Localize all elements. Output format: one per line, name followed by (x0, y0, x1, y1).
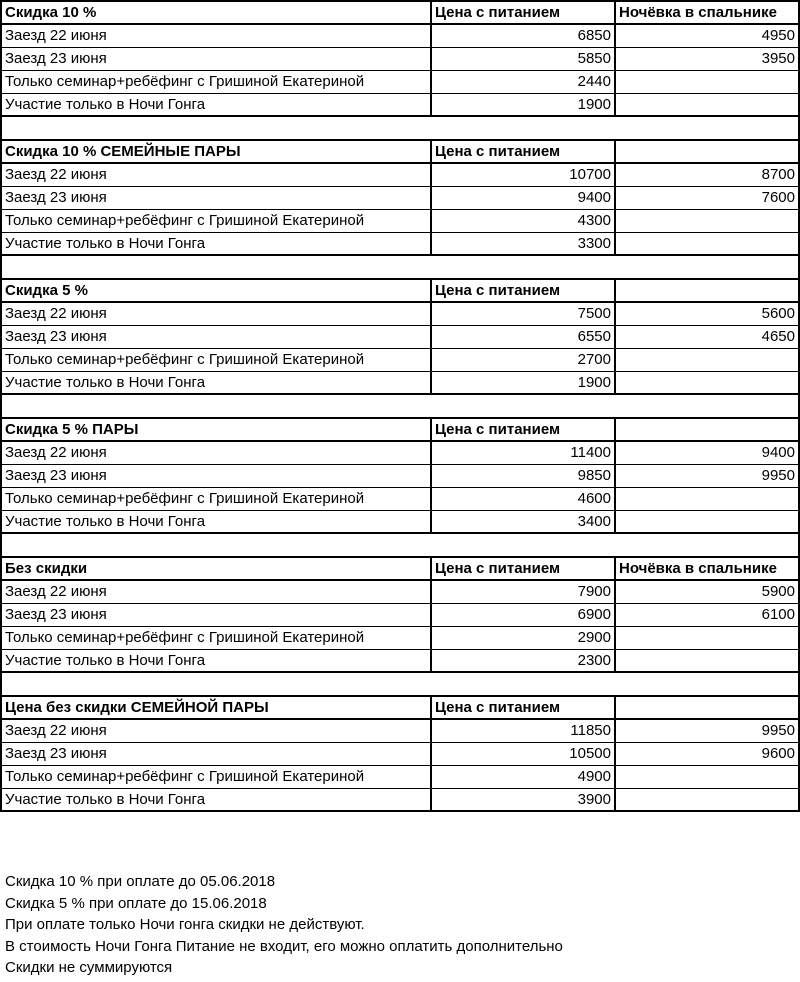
sleeping-bag-price-cell (616, 627, 798, 649)
sleeping-bag-price-cell: 7600 (761, 189, 795, 206)
price-with-meals-cell: 1900 (432, 372, 616, 393)
label-cell: Заезд 22 июня (2, 303, 432, 325)
header-price-with-meals-cell: Цена с питанием (432, 280, 616, 301)
label-cell: Участие только в Ночи Гонга (2, 233, 432, 254)
label-cell: Заезд 23 июня (2, 604, 432, 626)
label-cell: Участие только в Ночи Гонга (2, 511, 432, 532)
note-line: В стоимость Ночи Гонга Питание не входит, его можно оплатить дополнительно (5, 937, 563, 955)
price-with-meals-cell: 9850 (432, 465, 616, 487)
spacer-row (0, 673, 800, 695)
label-cell: Заезд 23 июня (2, 326, 432, 348)
notes (5, 871, 563, 979)
sleeping-bag-price-cell (616, 210, 798, 232)
header-price-with-meals-cell: Цена с питанием (432, 2, 616, 23)
table-row (2, 25, 798, 48)
sleeping-bag-price-cell: 9600 (761, 745, 795, 762)
sleeping-bag-price-cell: 5900 (761, 583, 795, 600)
price-with-meals-cell: 2900 (432, 627, 616, 649)
sleeping-bag-price-cell: 9400 (761, 444, 795, 461)
sleeping-bag-price-cell (616, 488, 798, 510)
label-cell: Участие только в Ночи Гонга (2, 650, 432, 671)
price-with-meals-cell: 11850 (432, 720, 616, 742)
header-label-cell: Скидка 10 % СЕМЕЙНЫЕ ПАРЫ (2, 141, 432, 162)
sleeping-bag-price-cell (616, 650, 798, 671)
label-cell: Только семинар+ребёфинг с Гришиной Екатериной (2, 349, 432, 371)
table-row (2, 789, 798, 812)
header-price-with-meals-cell: Цена с питанием (432, 697, 616, 718)
table-header-row (2, 558, 798, 581)
label-cell: Заезд 22 июня (2, 720, 432, 742)
header-label-cell: Скидка 5 % (2, 280, 432, 301)
sleeping-bag-price-cell (616, 511, 798, 532)
label-cell: Заезд 23 июня (2, 465, 432, 487)
label-cell: Заезд 23 июня (2, 187, 432, 209)
label-cell: Участие только в Ночи Гонга (2, 789, 432, 810)
spacer-row (0, 395, 800, 417)
label-cell: Заезд 22 июня (2, 25, 432, 47)
table-row (2, 720, 798, 743)
label-cell: Участие только в Ночи Гонга (2, 372, 432, 393)
label-cell: Заезд 22 июня (2, 164, 432, 186)
sleeping-bag-price-cell: 4950 (761, 27, 795, 44)
table-row (2, 372, 798, 395)
price-with-meals-cell: 9400 (432, 187, 616, 209)
price-with-meals-cell: 4300 (432, 210, 616, 232)
label-cell: Только семинар+ребёфинг с Гришиной Екатериной (2, 488, 432, 510)
sleeping-bag-price-cell: 9950 (761, 722, 795, 739)
table-row (2, 349, 798, 372)
table-row (2, 94, 798, 117)
table-row (2, 581, 798, 604)
price-with-meals-cell: 3300 (432, 233, 616, 254)
sleeping-bag-price-cell: 6100 (761, 606, 795, 623)
price-with-meals-cell: 3900 (432, 789, 616, 810)
header-price-with-meals-cell: Цена с питанием (432, 141, 616, 162)
spacer-row (0, 117, 800, 139)
table-row (2, 743, 798, 766)
label-cell: Заезд 22 июня (2, 581, 432, 603)
label-cell: Только семинар+ребёфинг с Гришиной Екатериной (2, 766, 432, 788)
price-with-meals-cell: 2700 (432, 349, 616, 371)
sleeping-bag-price-cell: 9950 (761, 467, 795, 484)
price-table-6 (0, 695, 800, 812)
price-with-meals-cell: 10500 (432, 743, 616, 765)
table-row (2, 71, 798, 94)
sleeping-bag-price-cell: 5600 (761, 305, 795, 322)
price-table-1 (0, 0, 800, 117)
header-sleeping-bag-price-cell (616, 419, 798, 440)
header-sleeping-bag-price-cell (616, 280, 798, 301)
label-cell: Заезд 23 июня (2, 743, 432, 765)
table-header-row (2, 141, 798, 164)
header-label-cell: Скидка 10 % (2, 2, 432, 23)
table-row (2, 164, 798, 187)
sleeping-bag-price-cell (616, 766, 798, 788)
table-row (2, 627, 798, 650)
table-row (2, 465, 798, 488)
sleeping-bag-price-cell (616, 94, 798, 115)
label-cell: Участие только в Ночи Гонга (2, 94, 432, 115)
label-cell: Только семинар+ребёфинг с Гришиной Екатериной (2, 71, 432, 93)
header-price-with-meals-cell: Цена с питанием (432, 558, 616, 579)
price-with-meals-cell: 6850 (432, 25, 616, 47)
price-with-meals-cell: 5850 (432, 48, 616, 70)
table-row (2, 511, 798, 534)
table-row (2, 187, 798, 210)
price-with-meals-cell: 4900 (432, 766, 616, 788)
price-table-4 (0, 417, 800, 534)
table-row (2, 604, 798, 627)
price-with-meals-cell: 1900 (432, 94, 616, 115)
table-header-row (2, 280, 798, 303)
table-row (2, 650, 798, 673)
spacer-row (0, 256, 800, 278)
sleeping-bag-price-cell (616, 789, 798, 810)
label-cell: Только семинар+ребёфинг с Гришиной Екатериной (2, 210, 432, 232)
header-label-cell: Цена без скидки СЕМЕЙНОЙ ПАРЫ (2, 697, 432, 718)
note-line: При оплате только Ночи гонга скидки не действуют. (5, 916, 365, 933)
header-sleeping-bag-price-cell (616, 697, 798, 718)
label-cell: Заезд 23 июня (2, 48, 432, 70)
table-row (2, 326, 798, 349)
price-table-2 (0, 139, 800, 256)
label-cell: Только семинар+ребёфинг с Гришиной Екатериной (2, 627, 432, 649)
sleeping-bag-price-cell (616, 233, 798, 254)
header-sleeping-bag-price-cell: Ночёвка в спальнике (619, 4, 777, 21)
table-header-row (2, 2, 798, 25)
table-row (2, 488, 798, 511)
price-with-meals-cell: 6550 (432, 326, 616, 348)
table-row (2, 210, 798, 233)
note-line: Скидка 5 % при оплате до 15.06.2018 (5, 894, 267, 912)
sleeping-bag-price-cell: 4650 (761, 328, 795, 345)
header-price-with-meals-cell: Цена с питанием (432, 419, 616, 440)
price-with-meals-cell: 7900 (432, 581, 616, 603)
price-with-meals-cell: 7500 (432, 303, 616, 325)
sleeping-bag-price-cell: 8700 (761, 166, 795, 183)
table-header-row (2, 697, 798, 720)
price-with-meals-cell: 4600 (432, 488, 616, 510)
price-with-meals-cell: 2440 (432, 71, 616, 93)
price-with-meals-cell: 3400 (432, 511, 616, 532)
price-with-meals-cell: 11400 (432, 442, 616, 464)
table-row (2, 766, 798, 789)
sleeping-bag-price-cell: 3950 (761, 50, 795, 67)
sleeping-bag-price-cell (616, 71, 798, 93)
sleeping-bag-price-cell (616, 349, 798, 371)
header-sleeping-bag-price-cell (616, 141, 798, 162)
note-line: Скидка 10 % при оплате до 05.06.2018 (5, 873, 276, 890)
header-label-cell: Без скидки (2, 558, 432, 579)
table-row (2, 442, 798, 465)
table-row (2, 303, 798, 326)
sleeping-bag-price-cell (616, 372, 798, 393)
label-cell: Заезд 22 июня (2, 442, 432, 464)
price-with-meals-cell: 6900 (432, 604, 616, 626)
price-table-3 (0, 278, 800, 395)
spacer-row (0, 534, 800, 556)
header-label-cell: Скидка 5 % ПАРЫ (2, 419, 432, 440)
price-with-meals-cell: 10700 (432, 164, 616, 186)
header-sleeping-bag-price-cell: Ночёвка в спальнике (619, 560, 777, 577)
table-row (2, 48, 798, 71)
note-line: Скидки не суммируются (5, 959, 173, 976)
price-with-meals-cell: 2300 (432, 650, 616, 671)
table-header-row (2, 419, 798, 442)
table-row (2, 233, 798, 256)
price-table-5 (0, 556, 800, 673)
